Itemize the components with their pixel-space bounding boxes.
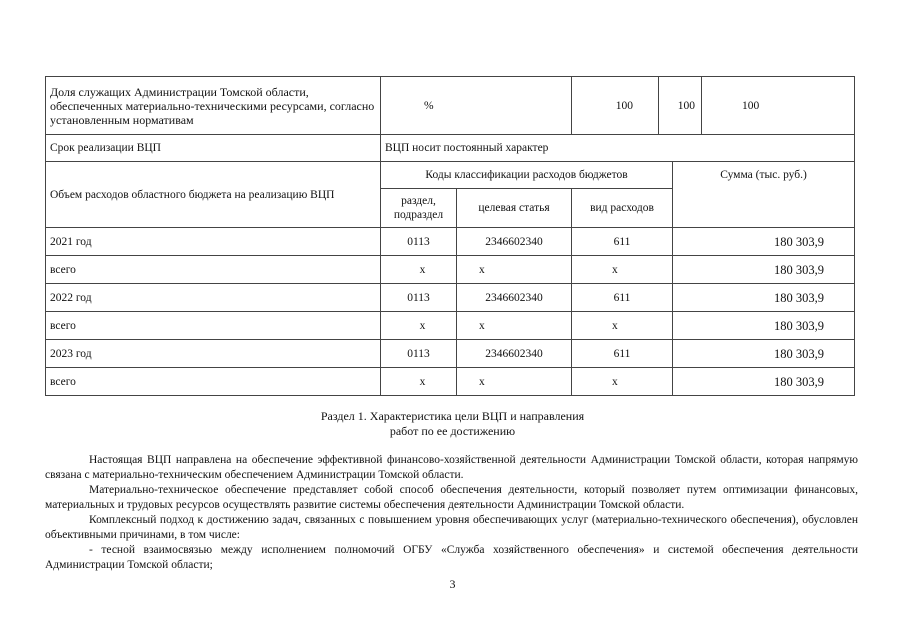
program-table (45, 76, 855, 396)
row-sum: 180 303,9 (673, 256, 855, 284)
indicator-value-3: 100 (702, 77, 855, 135)
row-label: 2023 год (46, 340, 381, 368)
indicator-label: Доля служащих Администрации Томской области, обеспеченных материально-техническими ресурсами, согласно установленным нормативам (46, 77, 381, 135)
row-type: x (572, 256, 673, 284)
table-row (46, 312, 855, 340)
row-target: x (457, 256, 572, 284)
section-title (0, 409, 905, 439)
body-text (45, 453, 858, 573)
row-label: 2022 год (46, 284, 381, 312)
row-type: 611 (572, 228, 673, 256)
indicator-row (46, 77, 855, 135)
row-label: всего (46, 368, 381, 396)
budget-label: Объем расходов областного бюджета на реализацию ВЦП (46, 162, 381, 228)
row-sum: 180 303,9 (673, 312, 855, 340)
row-sum: 180 303,9 (673, 284, 855, 312)
row-section: x (381, 256, 457, 284)
term-value: ВЦП носит постоянный характер (381, 135, 855, 162)
paragraph: - тесной взаимосвязью между исполнением полномочий ОГБУ «Служба хозяйственного обеспечения» и системой обеспечения деятельности Администрации Томской области; (45, 544, 858, 571)
row-section: 0113 (381, 340, 457, 368)
table-row (46, 256, 855, 284)
budget-header-row (46, 162, 855, 189)
row-label: 2021 год (46, 228, 381, 256)
row-target: x (457, 312, 572, 340)
paragraph: Материально-техническое обеспечение представляет собой способ обеспечения деятельности, который позволяет путем оптимизации финансовых, материальных и трудовых ресурсов осуществлять развитие системы обеспечения деятельности Администрации Томской области. (45, 484, 858, 511)
paragraph: Настоящая ВЦП направлена на обеспечение эффективной финансово-хозяйственной деятельности Администрации Томской области, которая напрямую связана с материально-техническим обеспечением Администрации Томской области. (45, 454, 858, 481)
row-section: 0113 (381, 284, 457, 312)
codes-title: Коды классификации расходов бюджетов (381, 162, 673, 189)
table-row (46, 284, 855, 312)
row-section: 0113 (381, 228, 457, 256)
row-label: всего (46, 312, 381, 340)
section-title-line-2: работ по ее достижению (389, 424, 516, 438)
page-number: 3 (449, 577, 456, 591)
row-sum: 180 303,9 (673, 228, 855, 256)
row-target: 2346602340 (457, 284, 572, 312)
term-label: Срок реализации ВЦП (46, 135, 381, 162)
row-sum: 180 303,9 (673, 368, 855, 396)
row-section: x (381, 312, 457, 340)
row-type: 611 (572, 284, 673, 312)
table-row (46, 340, 855, 368)
row-section: x (381, 368, 457, 396)
row-sum: 180 303,9 (673, 340, 855, 368)
indicator-unit: % (381, 77, 572, 135)
row-label: всего (46, 256, 381, 284)
sum-title: Сумма (тыс. руб.) (673, 162, 855, 228)
col-section-header: раздел, подраздел (381, 189, 457, 228)
indicator-value-2: 100 (659, 77, 702, 135)
section-title-line-1: Раздел 1. Характеристика цели ВЦП и направления (320, 409, 585, 423)
row-type: x (572, 368, 673, 396)
col-type-header: вид расходов (572, 189, 673, 228)
row-type: x (572, 312, 673, 340)
table-row (46, 368, 855, 396)
term-row (46, 135, 855, 162)
row-type: 611 (572, 340, 673, 368)
table-row (46, 228, 855, 256)
indicator-value-1: 100 (572, 77, 659, 135)
row-target: 2346602340 (457, 340, 572, 368)
row-target: 2346602340 (457, 228, 572, 256)
row-target: x (457, 368, 572, 396)
col-target-header: целевая статья (457, 189, 572, 228)
paragraph: Комплексный подход к достижению задач, связанных с повышением уровня обеспечивающих услуг (материально-технического обеспечения), обусловлен объективными причинами, в том числе: (45, 514, 858, 541)
